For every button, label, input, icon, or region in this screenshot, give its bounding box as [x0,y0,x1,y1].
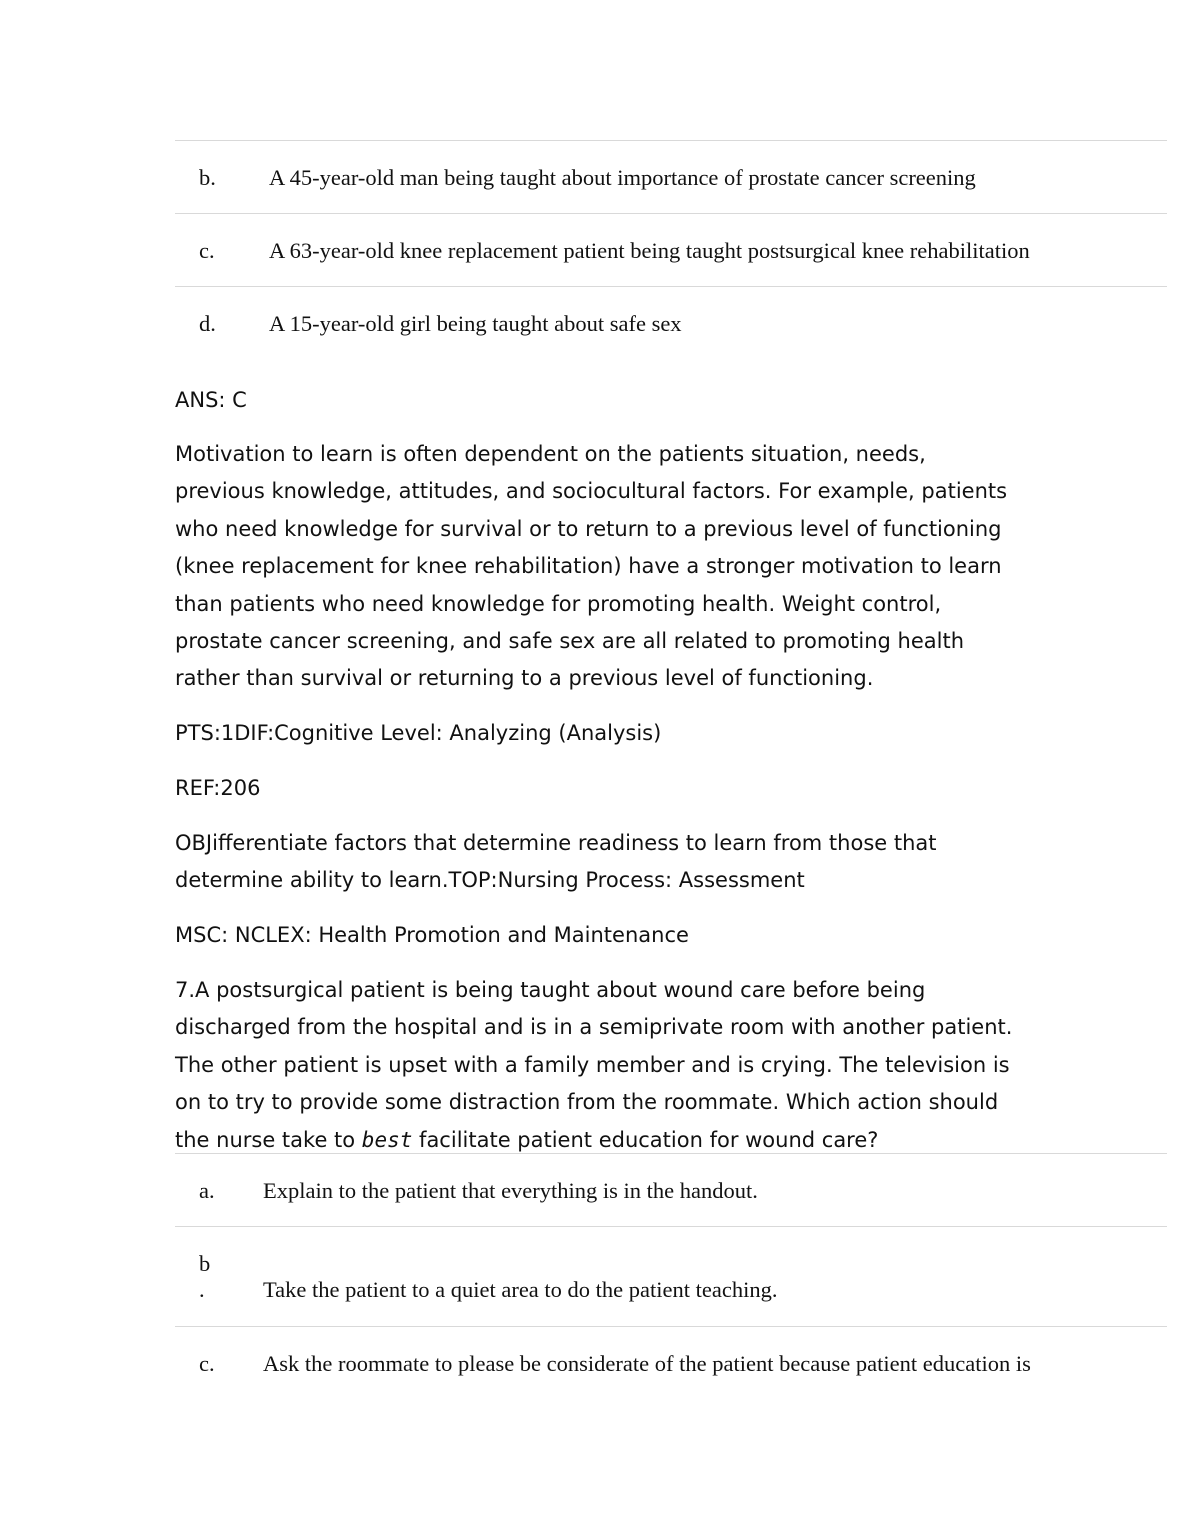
q6-msc: MSC: NCLEX: Health Promotion and Maintenance [175,923,689,947]
q6-obj-top: OBJifferentiate factors that determine readiness to learn from those that determine ability to learn.TOP:Nursing Process: Assessment [175,831,937,893]
q7-option-b-text: Take the patient to a quiet area to do the patient teaching. [263,1277,778,1302]
q7-stem-after: facilitate patient education for wound care? [412,1127,879,1152]
q7-option-b-letter-top: b [199,1251,211,1276]
q6-option-d-text: A 15-year-old girl being taught about safe sex [269,311,682,336]
q7-option-b [175,1226,1167,1326]
q7-option-a-text: Explain to the patient that everything is in the handout. [263,1178,758,1203]
q6-option-c [175,213,1167,286]
q6-pts-dif: PTS:1DIF:Cognitive Level: Analyzing (Analysis) [175,721,662,745]
q6-option-b-letter: b. [199,165,216,190]
q7-option-c-text: Ask the roommate to please be considerate of the patient because patient education is [263,1351,1031,1376]
q7-option-a [175,1153,1167,1226]
q6-option-c-text: A 63-year-old knee replacement patient being taught postsurgical knee rehabilitation [269,238,1030,263]
q7-options-table [175,1153,1167,1396]
q6-option-b-text: A 45-year-old man being taught about importance of prostate cancer screening [269,165,976,190]
q7-option-a-letter: a. [199,1178,215,1203]
q7-stem [175,972,1015,1159]
q6-options-table [175,140,1167,358]
q7-stem-before: 7.A postsurgical patient is being taught about wound care before being discharged from the hospital and is in a semiprivate room with another patient. The other patient is upset with a family member and is crying. The television is on to try to provide some distraction from the roommate. Which action should the nurse take to [175,978,1013,1152]
q6-answer: ANS: C [175,388,247,412]
q7-stem-emphasis: best [361,1127,413,1152]
q6-option-d-letter: d. [199,311,216,336]
q6-option-c-letter: c. [199,238,215,263]
q6-rationale: Motivation to learn is often dependent on the patients situation, needs, previous knowledge, attitudes, and sociocultural factors. For example, patients who need knowledge for survival or to return to a previous level of functioning (knee replacement for knee rehabilitation) have a stronger motivation to learn than patients who need knowledge for promoting health. Weight control, prostate cancer screening, and safe sex are all related to promoting health rather than survival or returning to a previous level of functioning. [175,442,1008,691]
q7-option-c-letter: c. [199,1351,215,1376]
q6-ref: REF:206 [175,776,261,800]
q6-option-d [175,286,1167,358]
q6-option-b [175,140,1167,213]
q7-option-c [175,1326,1167,1396]
q7-option-b-letter-bottom: . [199,1277,205,1302]
